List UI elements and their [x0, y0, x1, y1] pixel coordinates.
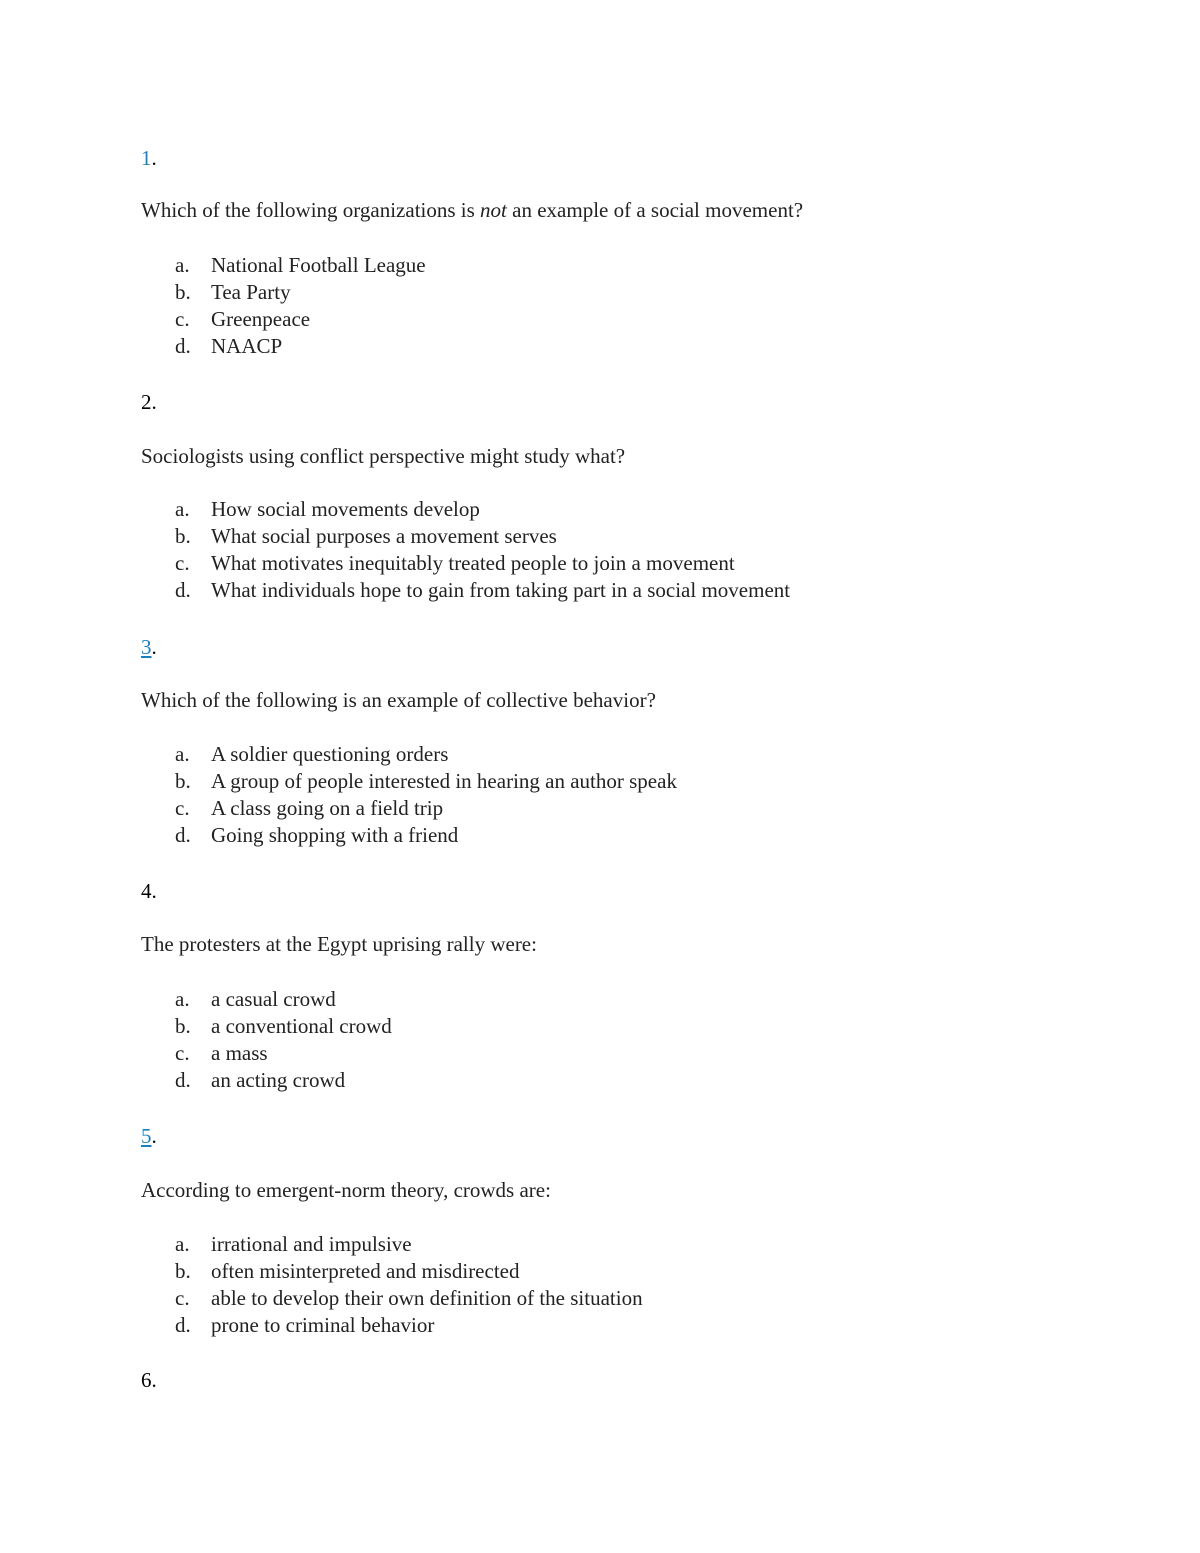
question-5-number-punct: .: [151, 1124, 157, 1148]
question-3-option-d: [175, 823, 677, 850]
option-letter: b.: [175, 1259, 191, 1283]
question-2-option-d: [175, 578, 790, 605]
question-5-option-b: [175, 1259, 643, 1286]
option-text: prone to criminal behavior: [211, 1313, 435, 1337]
option-text: Greenpeace: [211, 307, 311, 331]
question-2-number-punct: .: [151, 390, 157, 414]
question-1-prompt: [141, 198, 803, 222]
option-text: What individuals hope to gain from taking part in a social movement: [211, 578, 791, 602]
option-letter: d.: [175, 1313, 191, 1337]
option-letter: c.: [175, 307, 190, 331]
question-5-number[interactable]: [141, 1124, 157, 1148]
question-1-number[interactable]: [141, 146, 157, 170]
question-3-prompt: Which of the following is an example of collective behavior?: [141, 688, 656, 712]
option-text: irrational and impulsive: [211, 1232, 412, 1256]
question-5-option-a: [175, 1232, 643, 1259]
question-4-option-c: [175, 1041, 392, 1068]
question-4-prompt: The protesters at the Egypt uprising rally were:: [141, 932, 537, 956]
question-6-number-punct: .: [151, 1368, 157, 1392]
option-text: National Football League: [211, 253, 426, 277]
question-2-prompt: Sociologists using conflict perspective might study what?: [141, 444, 626, 468]
question-5-options: [175, 1232, 643, 1340]
option-letter: a.: [175, 1232, 190, 1256]
option-letter: d.: [175, 823, 191, 847]
option-text: What motivates inequitably treated people to join a movement: [211, 551, 735, 575]
option-text: What social purposes a movement serves: [211, 524, 557, 548]
option-letter: d.: [175, 578, 191, 602]
question-3-number[interactable]: [141, 635, 157, 659]
question-2-option-a: [175, 497, 790, 524]
option-letter: c.: [175, 551, 190, 575]
question-3-options: [175, 742, 677, 850]
question-3-number-punct: .: [151, 635, 157, 659]
question-5-number-link[interactable]: 5: [141, 1124, 152, 1148]
question-2-options: [175, 497, 790, 605]
question-6-number: [141, 1368, 157, 1392]
option-letter: c.: [175, 796, 190, 820]
question-4-number: [141, 879, 157, 903]
option-letter: b.: [175, 524, 191, 548]
option-text: A class going on a field trip: [211, 796, 444, 820]
option-letter: a.: [175, 742, 190, 766]
question-6-number-text: 6: [141, 1368, 152, 1392]
option-letter: d.: [175, 334, 191, 358]
option-text: NAACP: [211, 334, 283, 358]
question-1-number-link[interactable]: 1: [141, 146, 152, 170]
option-text: able to develop their own definition of the situation: [211, 1286, 643, 1310]
question-2-option-b: [175, 524, 790, 551]
question-1-options: [175, 253, 426, 361]
question-1-option-d: [175, 334, 426, 361]
question-4-number-punct: .: [151, 879, 157, 903]
question-2-number-text: 2: [141, 390, 152, 414]
question-1-option-a: [175, 253, 426, 280]
option-letter: c.: [175, 1041, 190, 1065]
option-letter: c.: [175, 1286, 190, 1310]
option-text: Going shopping with a friend: [211, 823, 459, 847]
option-letter: b.: [175, 769, 191, 793]
option-text: often misinterpreted and misdirected: [211, 1259, 520, 1283]
option-text: an acting crowd: [211, 1068, 346, 1092]
option-text: A group of people interested in hearing an author speak: [211, 769, 677, 793]
question-4-options: [175, 987, 392, 1095]
question-4-number-text: 4: [141, 879, 152, 903]
option-text: A soldier questioning orders: [211, 742, 449, 766]
option-text: a casual crowd: [211, 987, 336, 1011]
question-3-number-link[interactable]: 3: [141, 635, 152, 659]
option-text: Tea Party: [211, 280, 291, 304]
question-1-option-c: [175, 307, 426, 334]
question-3-option-b: [175, 769, 677, 796]
option-letter: a.: [175, 497, 190, 521]
question-5-option-d: [175, 1313, 643, 1340]
question-1-prompt-after: an example of a social movement?: [506, 198, 804, 222]
question-4-option-b: [175, 1014, 392, 1041]
option-text: How social movements develop: [211, 497, 480, 521]
option-letter: d.: [175, 1068, 191, 1092]
question-4-option-a: [175, 987, 392, 1014]
question-1-option-b: [175, 280, 426, 307]
option-text: a conventional crowd: [211, 1014, 392, 1038]
question-2-number: [141, 390, 157, 414]
question-5-prompt: According to emergent-norm theory, crowds are:: [141, 1178, 551, 1202]
option-letter: a.: [175, 987, 190, 1011]
question-1-prompt-before: Which of the following organizations is: [141, 198, 481, 222]
question-1-prompt-emphasis: not: [480, 198, 507, 222]
question-4-option-d: [175, 1068, 392, 1095]
option-text: a mass: [211, 1041, 268, 1065]
option-letter: a.: [175, 253, 190, 277]
question-3-option-c: [175, 796, 677, 823]
question-1-number-punct: .: [151, 146, 157, 170]
question-5-option-c: [175, 1286, 643, 1313]
question-2-option-c: [175, 551, 790, 578]
question-3-option-a: [175, 742, 677, 769]
option-letter: b.: [175, 280, 191, 304]
option-letter: b.: [175, 1014, 191, 1038]
